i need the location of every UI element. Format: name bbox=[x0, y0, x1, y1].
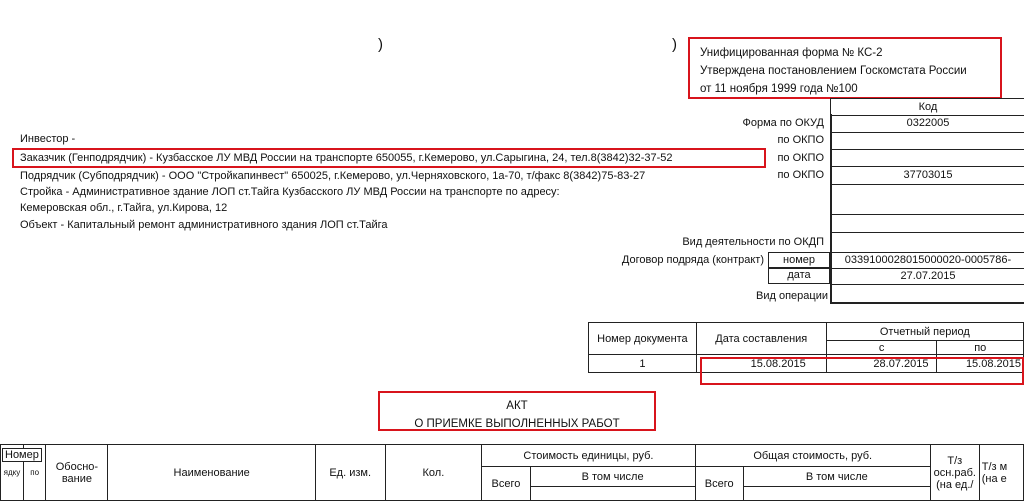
highlight-doc-dates bbox=[700, 357, 1024, 385]
name-header: Наименование bbox=[108, 445, 315, 501]
labor-header-line2: осн.раб. bbox=[933, 466, 976, 479]
main-table-header bbox=[0, 444, 1024, 501]
total-cost-incl-header: В том числе bbox=[743, 467, 930, 487]
site-line-2: Кемеровская обл., г.Тайга, ул.Кирова, 12 bbox=[20, 202, 228, 214]
basis-header-line2: вание bbox=[61, 472, 93, 485]
unit-cost-incl-header: В том числе bbox=[530, 467, 695, 487]
highlight-form-header bbox=[688, 37, 1002, 99]
stray-paren-left: ) bbox=[378, 36, 383, 53]
date-label-box: дата bbox=[768, 268, 830, 284]
okpo-investor-value bbox=[832, 132, 1024, 134]
okud-value: 0322005 bbox=[906, 117, 950, 129]
form-header-line1: Унифицированная форма № КС-2 bbox=[700, 47, 883, 59]
form-header-line2: Утверждена постановлением Госкомстата России bbox=[700, 65, 967, 77]
customer-line: Заказчик (Генподрядчик) - Кузбасское ЛУ МВД России на транспорте 650055, г.Кемерово, ул.Сарыгина, 24, тел.8(3842)32-37-52 bbox=[20, 152, 673, 164]
number-header: Номер bbox=[2, 448, 42, 462]
number-label-box: номер bbox=[768, 252, 830, 268]
okdp-label: Вид деятельности по ОКДП bbox=[682, 236, 824, 248]
investor-line: Инвестор - bbox=[20, 133, 76, 145]
doc-number-value: 1 bbox=[589, 355, 697, 373]
doc-number-header: Номер документа bbox=[589, 323, 697, 355]
contract-date-value: 27.07.2015 bbox=[900, 270, 956, 282]
quantity-header: Кол. bbox=[385, 445, 482, 501]
basis-header bbox=[46, 445, 108, 501]
unit-header: Ед. изм. bbox=[315, 445, 385, 501]
period-to-value: 15.08.2015 bbox=[937, 355, 1024, 373]
okpo-contractor-value: 37703015 bbox=[903, 169, 953, 181]
doc-date-value: 15.08.2015 bbox=[696, 355, 826, 373]
okpo-label-investor: по ОКПО bbox=[777, 134, 824, 146]
stray-paren-right: ) bbox=[672, 36, 677, 53]
okpo-label-contractor: по ОКПО bbox=[777, 169, 824, 181]
okud-label: Форма по ОКУД bbox=[742, 117, 824, 129]
codes-divider-7 bbox=[832, 284, 1024, 286]
codes-divider-3 bbox=[832, 214, 1024, 216]
contract-label: Договор подряда (контракт) bbox=[621, 254, 764, 266]
highlight-act-title bbox=[378, 391, 656, 431]
codes-divider-4 bbox=[832, 232, 1024, 234]
unit-cost-header: Стоимость единицы, руб. bbox=[482, 445, 695, 467]
act-title-line2: О ПРИЕМКЕ ВЫПОЛНЕННЫХ РАБОТ bbox=[414, 418, 620, 430]
unit-cost-total-header: Всего bbox=[482, 467, 530, 501]
labor-header-line1: Т/з bbox=[947, 454, 963, 467]
period-from-value: 28.07.2015 bbox=[826, 355, 937, 373]
period-header: Отчетный период bbox=[826, 323, 1023, 341]
labor-header bbox=[930, 445, 979, 501]
vertical-label-1: ядку bbox=[3, 467, 21, 477]
labor-mach-header-line1: Т/з м bbox=[981, 460, 1008, 473]
contractor-line: Подрядчик (Субподрядчик) - ООО "Стройкапинвест" 650025, г.Кемерово, ул.Черняховского, 1а-70, т/факс 8(3842)75-83-27 bbox=[20, 170, 646, 182]
operation-label: Вид операции bbox=[756, 290, 828, 302]
total-cost-header: Общая стоимость, руб. bbox=[695, 445, 930, 467]
contract-number-value: 0339100028015000020-0005786- bbox=[844, 254, 1012, 266]
vertical-label-2: по bbox=[30, 468, 40, 477]
site-line-1: Стройка - Административное здание ЛОП ст.Тайга Кузбасского ЛУ МВД России на транспорте по адресу: bbox=[20, 186, 560, 198]
codes-divider-1 bbox=[832, 166, 1024, 168]
codes-divider-8 bbox=[832, 302, 1024, 305]
total-cost-total-header: Всего bbox=[695, 467, 743, 501]
labor-mach-header-line2: (на е bbox=[981, 472, 1007, 485]
form-header-line3: от 11 ноября 1999 года №100 bbox=[700, 83, 858, 95]
labor-header-line3: (на ед./ bbox=[936, 478, 974, 491]
period-to-header: по bbox=[937, 341, 1024, 355]
object-line: Объект - Капитальный ремонт административного здания ЛОП ст.Тайга bbox=[20, 219, 388, 231]
codes-divider-2 bbox=[832, 184, 1024, 186]
highlight-customer bbox=[12, 148, 766, 168]
act-title-line1: АКТ bbox=[506, 400, 528, 412]
doc-date-header: Дата составления bbox=[696, 323, 826, 355]
period-from-header: с bbox=[826, 341, 937, 355]
basis-header-line1: Обосно- bbox=[55, 460, 99, 473]
okpo-customer-value bbox=[832, 149, 1024, 151]
codes-header: Код bbox=[830, 98, 1024, 116]
labor-mach-header bbox=[979, 445, 1023, 501]
okpo-label-customer: по ОКПО bbox=[777, 152, 824, 164]
